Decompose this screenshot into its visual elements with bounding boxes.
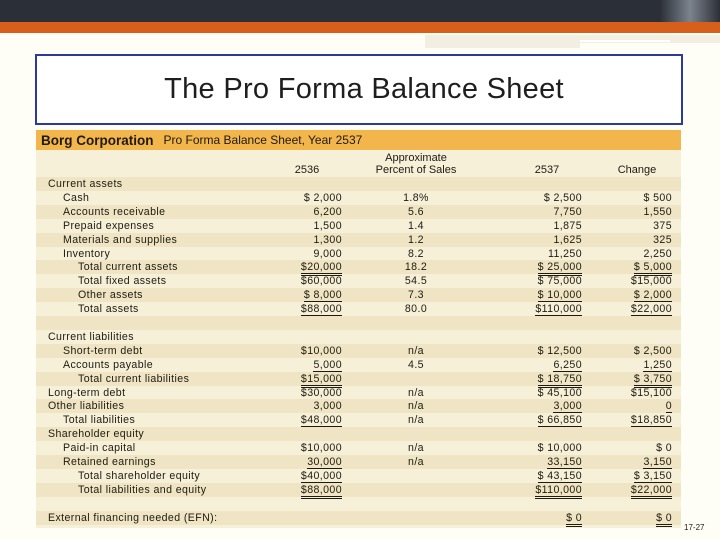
- cell-percent: n/a: [408, 414, 424, 427]
- column-header-percent-line2: Percent of Sales: [375, 164, 457, 176]
- cell-2536-value: 9,000: [313, 247, 342, 260]
- row-label: Total fixed assets: [78, 275, 167, 288]
- row-label: Current assets: [48, 178, 123, 190]
- cell-change-value: $ 3,150: [634, 470, 672, 485]
- table-row: [36, 358, 681, 372]
- cell-2537: $ 75,000: [537, 275, 582, 288]
- cell-2537-value: $ 25,000: [538, 261, 582, 276]
- cell-change: [602, 512, 672, 524]
- cell-2536-value: $20,000: [301, 261, 342, 276]
- cell-percent: n/a: [408, 386, 424, 399]
- cell-2536: 3,000: [313, 400, 342, 413]
- row-label: Retained earnings: [63, 456, 156, 468]
- cell-change-value: $ 0: [656, 512, 672, 527]
- cell-2537: [512, 261, 582, 273]
- table-row: [36, 247, 681, 261]
- cell-2536: $10,000: [300, 442, 342, 455]
- table-row: [36, 372, 681, 386]
- company-name: Borg Corporation: [41, 132, 154, 148]
- cell-change-value: $ 5,000: [634, 261, 672, 276]
- row-label: Cash: [63, 191, 90, 204]
- cell-percent: 1.4: [408, 219, 424, 232]
- table-row: [36, 469, 681, 483]
- cell-2536: [272, 414, 342, 426]
- cell-2537-value: $110,000: [535, 484, 582, 499]
- cell-change: [602, 470, 672, 482]
- column-header-percent: [366, 152, 466, 176]
- table-row: [36, 316, 681, 330]
- top-bar-highlight: [660, 0, 720, 22]
- cell-change-value: $ 3,750: [634, 373, 672, 388]
- cell-2537: $ 2,500: [543, 191, 582, 204]
- column-header-percent-line1: Approximate: [385, 152, 447, 164]
- cell-2537: $ 45,100: [537, 386, 582, 399]
- cell-2537-value: $ 0: [566, 512, 582, 527]
- cell-percent: 80.0: [404, 303, 428, 316]
- cell-percent: n/a: [408, 442, 424, 455]
- table-row: [36, 302, 681, 316]
- cell-2536: [272, 373, 342, 385]
- row-label: Total current liabilities: [78, 372, 190, 385]
- table-row: [36, 413, 681, 427]
- cell-change: 325: [653, 233, 672, 246]
- cell-change: [602, 359, 672, 371]
- cell-2536: [272, 303, 342, 315]
- cell-percent: 18.2: [404, 261, 428, 274]
- cell-2536: [272, 289, 342, 301]
- cell-percent: n/a: [408, 400, 424, 413]
- cell-change-value: 2,250: [643, 247, 672, 260]
- table-row: [36, 288, 681, 302]
- accent-strip: [425, 43, 580, 48]
- cell-2536: [272, 261, 342, 273]
- cell-2537-value: $ 18,750: [538, 373, 582, 388]
- row-label: Total assets: [78, 303, 139, 316]
- cell-2536: 6,200: [313, 205, 342, 218]
- row-label: Total liabilities and equity: [78, 483, 207, 496]
- cell-2536: $ 2,000: [303, 191, 342, 204]
- cell-change-value: 1,250: [643, 358, 672, 371]
- cell-2537: 7,750: [553, 205, 582, 218]
- column-header-2536: 2536: [294, 164, 320, 176]
- cell-2536: 1,500: [313, 219, 342, 232]
- row-label: Total liabilities: [63, 414, 136, 427]
- cell-change: $ 0: [656, 442, 672, 455]
- cell-2536: $10,000: [300, 344, 342, 357]
- cell-change: [602, 456, 672, 468]
- cell-2537: [512, 400, 582, 412]
- table-row: [36, 330, 681, 344]
- cell-2537: 1,625: [553, 233, 582, 246]
- cell-2537: [512, 359, 582, 371]
- orange-accent-bar: [0, 22, 720, 33]
- cell-2537-value: 33,150: [547, 456, 582, 468]
- column-header-change: Change: [617, 164, 657, 176]
- cell-2536-value: $88,000: [301, 484, 342, 499]
- slide-top-bar: [0, 0, 720, 22]
- cell-2536: [272, 456, 342, 468]
- cell-change-value: $22,000: [631, 484, 672, 499]
- cell-percent: 8.2: [408, 247, 424, 260]
- cell-change-value: 3,150: [643, 456, 672, 468]
- cell-2536: [272, 484, 342, 496]
- cell-change: $15,100: [630, 386, 672, 399]
- cell-2537-value: $ 66,850: [538, 414, 582, 429]
- table-row: [36, 177, 681, 191]
- row-label: Short-term debt: [63, 344, 143, 357]
- cell-2536: [272, 359, 342, 371]
- row-label: Other liabilities: [48, 400, 125, 413]
- cell-2537: [512, 414, 582, 426]
- cell-2536-value: $ 8,000: [303, 289, 342, 302]
- cell-2537-value: $110,000: [535, 303, 582, 318]
- cell-2537: [512, 248, 582, 260]
- cell-percent: 1.8%: [403, 191, 429, 204]
- table-header-bar: [36, 130, 681, 150]
- cell-2537: [512, 512, 582, 524]
- table-row: [36, 191, 681, 205]
- cell-change: [602, 373, 672, 385]
- cell-2536: [272, 470, 342, 482]
- cell-change: [602, 400, 672, 412]
- cell-percent: 5.6: [408, 205, 424, 218]
- cell-2537: [512, 484, 582, 496]
- cell-percent: n/a: [408, 456, 424, 468]
- row-label: Other assets: [78, 289, 143, 302]
- cell-2536: [272, 248, 342, 260]
- table-row: [36, 260, 681, 274]
- cell-2536-value: $48,000: [300, 414, 342, 427]
- table-row: [36, 233, 681, 247]
- cell-2536-value: $40,000: [301, 470, 342, 485]
- cell-2536: 1,300: [313, 233, 342, 246]
- cell-change: [602, 484, 672, 496]
- cell-change: $ 2,500: [633, 344, 672, 357]
- slide-title: The Pro Forma Balance Sheet: [164, 73, 564, 105]
- row-label: Materials and supplies: [63, 233, 178, 246]
- cell-2536-value: 5,000: [313, 358, 342, 371]
- cell-change: [602, 261, 672, 273]
- cell-percent: 4.5: [408, 358, 424, 371]
- cell-percent: n/a: [408, 344, 424, 357]
- table-row: [36, 441, 681, 455]
- row-label: Inventory: [63, 247, 111, 260]
- cell-2537: $ 10,000: [537, 442, 582, 455]
- cell-change: $ 500: [643, 191, 672, 204]
- cell-2537: [512, 373, 582, 385]
- accent-strip: [425, 35, 720, 43]
- table-row: [36, 344, 681, 358]
- table-row: [36, 399, 681, 413]
- cell-change-value: $22,000: [631, 303, 672, 318]
- cell-change: 375: [653, 219, 672, 232]
- table-caption: Pro Forma Balance Sheet, Year 2537: [163, 133, 363, 147]
- row-label: Accounts payable: [63, 358, 154, 371]
- cell-percent: 54.5: [404, 275, 428, 288]
- cell-change-value: $ 2,000: [633, 289, 672, 302]
- table-row: [36, 511, 681, 525]
- cell-change-value: 0: [665, 400, 672, 413]
- cell-2536-value: 30,000: [307, 456, 342, 468]
- cell-change: [602, 248, 672, 260]
- cell-change-value: $18,850: [631, 414, 672, 429]
- table-row: [36, 274, 681, 288]
- row-label: Current liabilities: [48, 330, 134, 343]
- cell-2537: $ 12,500: [537, 344, 582, 357]
- table-row: [36, 205, 681, 219]
- balance-sheet-table: [36, 130, 681, 528]
- cell-2537: [512, 289, 582, 301]
- accent-line: [580, 40, 670, 42]
- cell-2536: $30,000: [300, 386, 342, 399]
- row-label: Shareholder equity: [48, 428, 145, 441]
- table-row: [36, 455, 681, 469]
- column-header-2537: 2537: [534, 164, 560, 176]
- cell-2537-value: $ 43,150: [538, 470, 582, 485]
- row-label: Long-term debt: [48, 386, 126, 399]
- cell-2537-value: 3,000: [553, 400, 582, 413]
- title-box: [35, 54, 683, 125]
- cell-change: $15,000: [630, 275, 672, 288]
- cell-change: [602, 414, 672, 426]
- row-label: Paid-in capital: [63, 442, 136, 455]
- row-label: Prepaid expenses: [63, 219, 155, 232]
- cell-percent: 1.2: [408, 233, 424, 246]
- cell-2537: [512, 303, 582, 315]
- row-label: Accounts receivable: [63, 205, 166, 218]
- table-row: [36, 386, 681, 400]
- cell-2537-value: 6,250: [553, 358, 582, 371]
- row-label: External financing needed (EFN):: [48, 511, 218, 524]
- cell-2537: [512, 470, 582, 482]
- cell-change: [602, 289, 672, 301]
- row-label: Total current assets: [78, 261, 178, 274]
- cell-percent: 7.3: [408, 289, 424, 302]
- table-row: [36, 427, 681, 441]
- cell-2536: $60,000: [300, 275, 342, 288]
- page-number: 17-27: [684, 523, 705, 532]
- row-label: Total shareholder equity: [78, 469, 201, 482]
- table-row: [36, 483, 681, 497]
- cell-change: 1,550: [643, 205, 672, 218]
- cell-2537-value: $ 10,000: [537, 289, 582, 302]
- table-row: [36, 219, 681, 233]
- cell-change: [602, 303, 672, 315]
- cell-2537: 1,875: [553, 219, 582, 232]
- cell-2537: [512, 456, 582, 468]
- cell-2537-value: 11,250: [547, 247, 582, 260]
- cell-2536-value: $15,000: [301, 373, 342, 388]
- table-row: [36, 497, 681, 511]
- cell-2536-value: $88,000: [301, 303, 342, 318]
